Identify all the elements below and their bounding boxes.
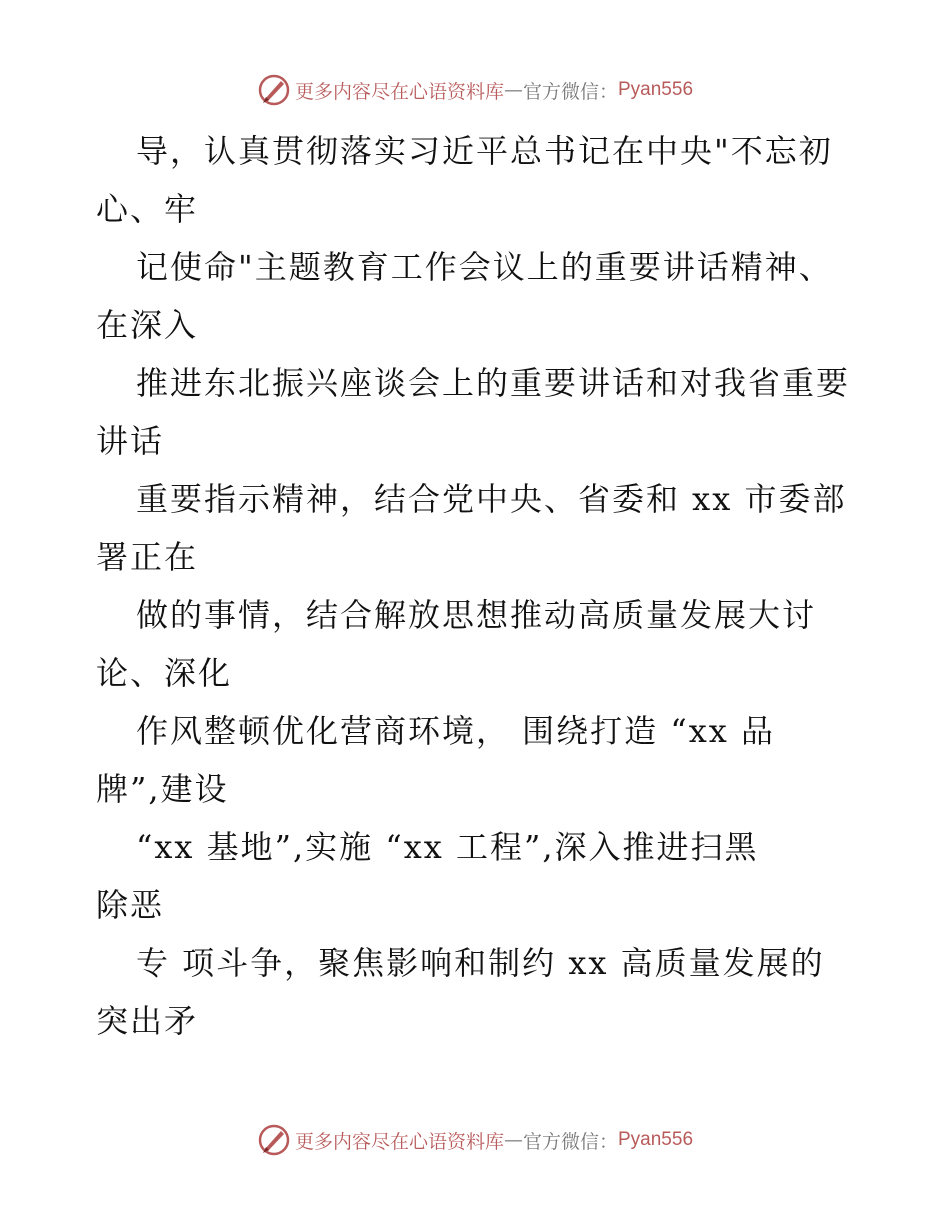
- watermark-label: 官方微信：: [522, 80, 618, 103]
- footer-watermark: [0, 1120, 950, 1160]
- text-line: 记使命"主题教育工作会议上的重要讲话精神、: [136, 248, 833, 286]
- watermark-separator: —: [503, 79, 523, 101]
- watermark-separator: —: [503, 1129, 523, 1151]
- watermark-id: Pyan556: [618, 1129, 694, 1150]
- text-line: 除恶: [96, 886, 165, 924]
- text-line: 做的事情，结合解放思想推动高质量发展大讨: [136, 596, 817, 634]
- text-line: 导，认真贯彻落实习近平总书记在中央"不忘初: [136, 132, 833, 170]
- pen-logo-icon: [257, 1123, 291, 1157]
- text-line: 牌”,建设: [96, 770, 229, 808]
- text-line: 讲话: [96, 422, 165, 460]
- text-line: 署正在: [96, 538, 199, 576]
- text-line: 心、牢: [96, 190, 199, 228]
- text-line: 在深入: [96, 306, 199, 344]
- watermark-label: 官方微信：: [522, 1130, 618, 1153]
- watermark-text: 更多内容尽在心语资料库: [294, 1130, 504, 1153]
- text-line: 专 项斗争，聚焦影响和制约 xx 高质量发展的: [136, 944, 825, 982]
- header-watermark: [0, 70, 950, 110]
- text-line: 推进东北振兴座谈会上的重要讲话和对我省重要: [136, 364, 851, 402]
- watermark-id: Pyan556: [618, 79, 694, 100]
- watermark-text: 更多内容尽在心语资料库: [294, 80, 504, 103]
- text-line: 论、深化: [96, 654, 233, 692]
- text-line: 重要指示精神，结合党中央、省委和 xx 市委部: [136, 480, 847, 518]
- text-line: 作风整顿优化营商环境， 围绕打造 “xx 品: [136, 712, 775, 750]
- text-line: “xx 基地”,实施 “xx 工程”,深入推进扫黑: [136, 828, 759, 866]
- pen-logo-icon: [257, 73, 291, 107]
- document-body: [96, 122, 866, 1050]
- text-line: 突出矛: [96, 1002, 199, 1040]
